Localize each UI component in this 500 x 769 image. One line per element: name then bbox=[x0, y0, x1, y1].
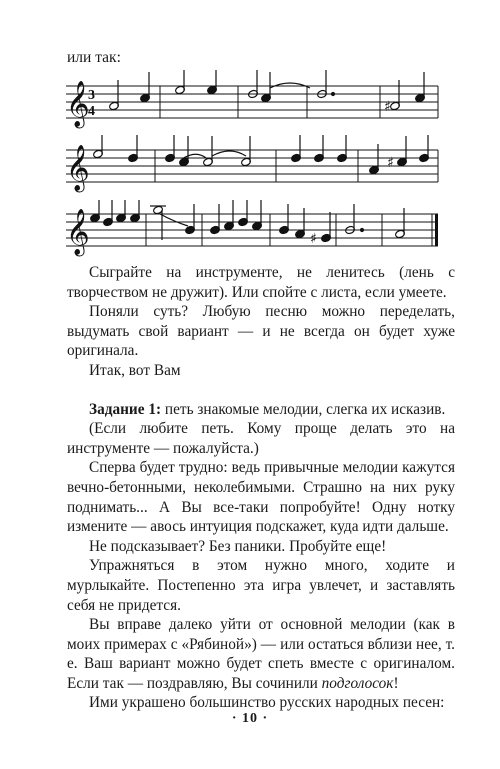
intro-text: или так: bbox=[67, 49, 121, 66]
paragraph: Итак, вот Вам bbox=[89, 361, 181, 379]
paragraph: Упражняться в этом нужно много, ходите и мурлыкайте. Постепенно эта игра увлечет, и заставлять себя не придется. bbox=[67, 557, 455, 614]
sharp-icon: ♯ bbox=[384, 99, 391, 115]
sharp-icon: ♯ bbox=[310, 231, 317, 247]
time-signature-bottom: 4 bbox=[88, 104, 95, 119]
treble-clef-icon: 𝄞 bbox=[66, 209, 90, 255]
paragraph: Не подсказывает? Без паники. Пробуйте еще! bbox=[89, 537, 387, 555]
paragraph: Сыграйте на инструменте, не ленитесь (лень с творчеством не дружит). Или спойте с листа, если умеете. bbox=[67, 264, 455, 301]
music-staff-1 bbox=[0, 70, 500, 130]
time-signature-top: 3 bbox=[88, 88, 95, 103]
treble-clef-icon: 𝄞 bbox=[66, 145, 90, 191]
music-staff-2 bbox=[0, 135, 500, 195]
paragraph: Ими украшено большинство русских народных песен: bbox=[89, 694, 445, 712]
page-number: · 10 · bbox=[231, 711, 269, 726]
paragraph bbox=[67, 615, 455, 693]
emphasis-term: подголосок bbox=[321, 674, 394, 692]
paragraph-tail: ! bbox=[393, 674, 399, 692]
music-staff-3 bbox=[0, 200, 500, 260]
task-text: петь знакомые мелодии, слегка их исказив. bbox=[161, 400, 446, 418]
paragraph-text: Вы вправе далеко уйти от основной мелодии (как в моих примерах с «Рябиной») — или остаться вблизи нее, т. е. Ваш вариант можно будет спеть вместе с оригиналом. Если так — поздравляю, Вы сочинили bbox=[67, 616, 455, 692]
treble-clef-icon: 𝄞 bbox=[66, 81, 90, 127]
paragraph: (Если любите петь. Кому проще делать это на инструменте — пожалуйста.) bbox=[67, 420, 455, 457]
task-paragraph bbox=[67, 400, 455, 420]
body-text bbox=[67, 263, 455, 713]
task-label: Задание 1: bbox=[89, 400, 162, 418]
paragraph: Поняли суть? Любую песню можно переделать, выдумать свой вариант — и не всегда он будет хуже оригинала. bbox=[67, 303, 455, 360]
sharp-icon: ♯ bbox=[387, 155, 394, 171]
paragraph: Сперва будет трудно: ведь привычные мелодии кажутся вечно-бетонными, неколебимыми. Страшно на них руку поднимать... А Вы все-таки попробуйте! Одну нотку измените — авось интуиция подскажет, куда идти дальше. bbox=[67, 459, 455, 536]
